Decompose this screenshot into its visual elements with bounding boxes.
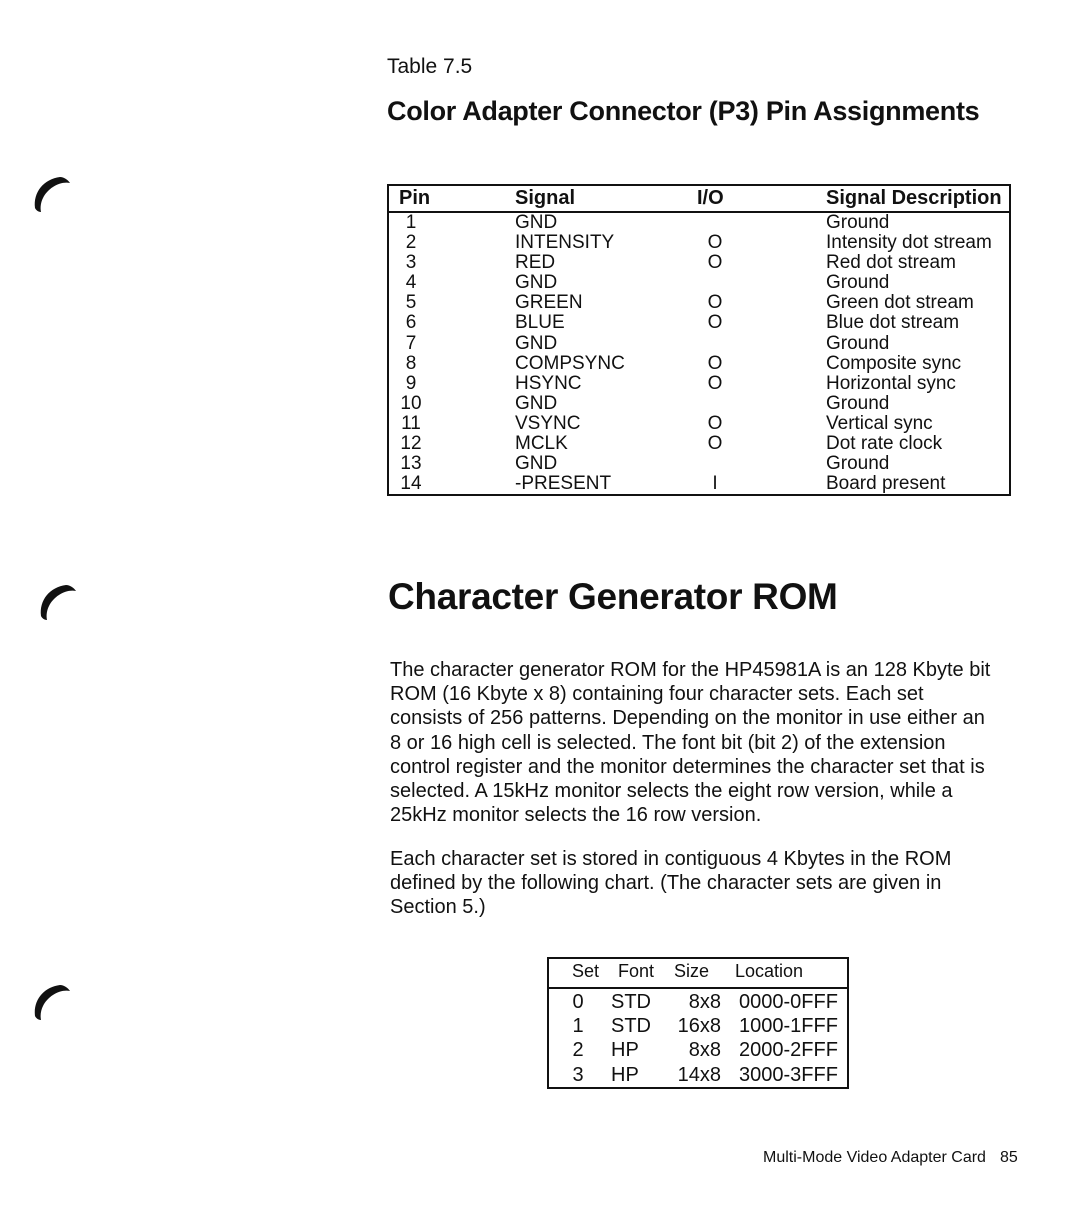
pin-number-cell: 7 — [405, 332, 417, 354]
signal-description-cell: Intensity dot stream — [826, 232, 992, 254]
table-row — [389, 414, 1009, 434]
signal-cell: HSYNC — [515, 372, 582, 394]
signal-description-cell: Ground — [826, 453, 890, 475]
pin-number-cell: 4 — [405, 272, 417, 294]
signal-cell: GND — [515, 392, 558, 414]
size-cell: 8x8 — [688, 991, 721, 1013]
table-row — [389, 334, 1009, 354]
header-signal-description: Signal Description — [826, 187, 1002, 209]
io-cell: O — [707, 352, 723, 374]
signal-description-cell: Ground — [826, 212, 890, 233]
signal-cell: GND — [515, 272, 558, 294]
pin-number-cell: 6 — [405, 312, 417, 334]
pin-number-cell: 3 — [405, 252, 417, 274]
font-cell: STD — [611, 991, 651, 1013]
header-font: Font — [618, 961, 655, 981]
signal-description-cell: Dot rate clock — [826, 433, 943, 455]
table-row — [389, 434, 1009, 454]
set-cell: 2 — [572, 1039, 584, 1062]
io-cell: O — [707, 232, 723, 254]
header-io: I/O — [697, 187, 724, 209]
table-row — [389, 213, 1009, 233]
pin-number-cell: 13 — [400, 453, 422, 475]
pin-table-header — [389, 186, 1009, 213]
pin-number-cell: 1 — [405, 212, 417, 233]
table-row — [549, 990, 847, 1014]
signal-cell: RED — [515, 252, 556, 274]
rom-table-header — [549, 959, 847, 989]
header-pin: Pin — [399, 187, 431, 209]
signal-cell: VSYNC — [515, 412, 581, 434]
set-cell: 3 — [572, 1063, 584, 1086]
signal-cell: -PRESENT — [515, 473, 612, 495]
size-cell: 16x8 — [677, 1015, 721, 1038]
header-location: Location — [735, 961, 804, 981]
table-row — [549, 1014, 847, 1038]
io-cell: O — [707, 252, 723, 274]
size-cell: 14x8 — [677, 1063, 721, 1086]
io-cell: O — [707, 292, 723, 314]
footer-title: Multi-Mode Video Adapter Card — [763, 1149, 986, 1166]
signal-description-cell: Blue dot stream — [826, 312, 960, 334]
set-cell: 1 — [572, 1015, 584, 1038]
table-row — [549, 1063, 847, 1087]
location-cell: 3000-3FFF — [739, 1063, 838, 1086]
table-row — [389, 293, 1009, 313]
io-cell: I — [712, 473, 718, 495]
table-row — [389, 313, 1009, 333]
signal-cell: GREEN — [515, 292, 583, 314]
table-title: Color Adapter Connector (P3) Pin Assignments — [387, 96, 980, 126]
signal-cell: GND — [515, 332, 558, 354]
header-set: Set — [572, 961, 600, 981]
pin-number-cell: 8 — [405, 352, 417, 374]
table-row — [549, 1038, 847, 1062]
size-cell: 8x8 — [688, 1039, 721, 1062]
signal-description-cell: Green dot stream — [826, 292, 974, 314]
location-cell: 0000-0FFF — [739, 991, 838, 1013]
signal-description-cell: Horizontal sync — [826, 372, 956, 394]
font-cell: STD — [611, 1015, 651, 1038]
binder-hole-mark-3 — [30, 980, 72, 1022]
pin-number-cell: 14 — [400, 473, 422, 495]
table-row — [389, 394, 1009, 414]
io-cell: O — [707, 433, 723, 455]
signal-cell: BLUE — [515, 312, 565, 334]
table-caption: Table 7.5 — [387, 55, 473, 78]
signal-description-cell: Composite sync — [826, 352, 962, 374]
pin-number-cell: 11 — [401, 412, 421, 434]
signal-description-cell: Ground — [826, 332, 890, 354]
table-row — [389, 354, 1009, 374]
pin-number-cell: 9 — [405, 372, 417, 394]
pin-number-cell: 10 — [400, 392, 422, 414]
binder-hole-mark-1 — [30, 172, 72, 214]
signal-description-cell: Red dot stream — [826, 252, 956, 274]
table-row — [389, 233, 1009, 253]
signal-description-cell: Ground — [826, 392, 890, 414]
section-heading: Character Generator ROM — [388, 576, 838, 617]
signal-description-cell: Ground — [826, 272, 890, 294]
io-cell: O — [707, 372, 723, 394]
set-cell: 0 — [572, 991, 584, 1013]
signal-description-cell: Board present — [826, 473, 946, 495]
binder-hole-mark-2 — [36, 580, 78, 622]
table-row — [389, 273, 1009, 293]
signal-cell: GND — [515, 453, 558, 475]
table-row — [389, 374, 1009, 394]
page-number: 85 — [1000, 1149, 1018, 1166]
signal-cell: GND — [515, 212, 558, 233]
body-paragraph-2: Each character set is stored in contiguous 4 Kbytes in the ROM defined by the following chart. (The character sets are given in Section 5.) — [390, 848, 952, 919]
pin-number-cell: 12 — [400, 433, 422, 455]
table-row — [389, 253, 1009, 273]
io-cell: O — [707, 412, 723, 434]
body-paragraph-1: The character generator ROM for the HP45981A is an 128 Kbyte bit ROM (16 Kbyte x 8) containing four character sets. Each set consists of 256 patterns. Depending on the monitor in use either an 8 or 16 high cell is selected. The font bit (bit 2) of the extension control register and the monitor determines the character set that is selected. A 15kHz monitor selects the eight row version, while a 25kHz monitor selects the 16 row version. — [390, 659, 991, 827]
pin-number-cell: 5 — [405, 292, 417, 314]
location-cell: 1000-1FFF — [739, 1015, 838, 1038]
io-cell: O — [707, 312, 723, 334]
rom-table-body — [549, 990, 847, 1087]
table-row — [389, 474, 1009, 494]
signal-cell: COMPSYNC — [515, 352, 625, 374]
location-cell: 2000-2FFF — [739, 1039, 838, 1062]
table-row — [389, 454, 1009, 474]
signal-cell: INTENSITY — [515, 232, 615, 254]
font-cell: HP — [611, 1063, 639, 1086]
signal-description-cell: Vertical sync — [826, 412, 933, 434]
signal-cell: MCLK — [515, 433, 568, 455]
header-signal: Signal — [515, 187, 576, 209]
header-size: Size — [674, 961, 710, 981]
font-cell: HP — [611, 1039, 639, 1062]
pin-assignment-table — [387, 184, 1011, 496]
pin-number-cell: 2 — [405, 232, 417, 254]
pin-table-body — [389, 213, 1009, 494]
character-set-table — [547, 957, 849, 1089]
